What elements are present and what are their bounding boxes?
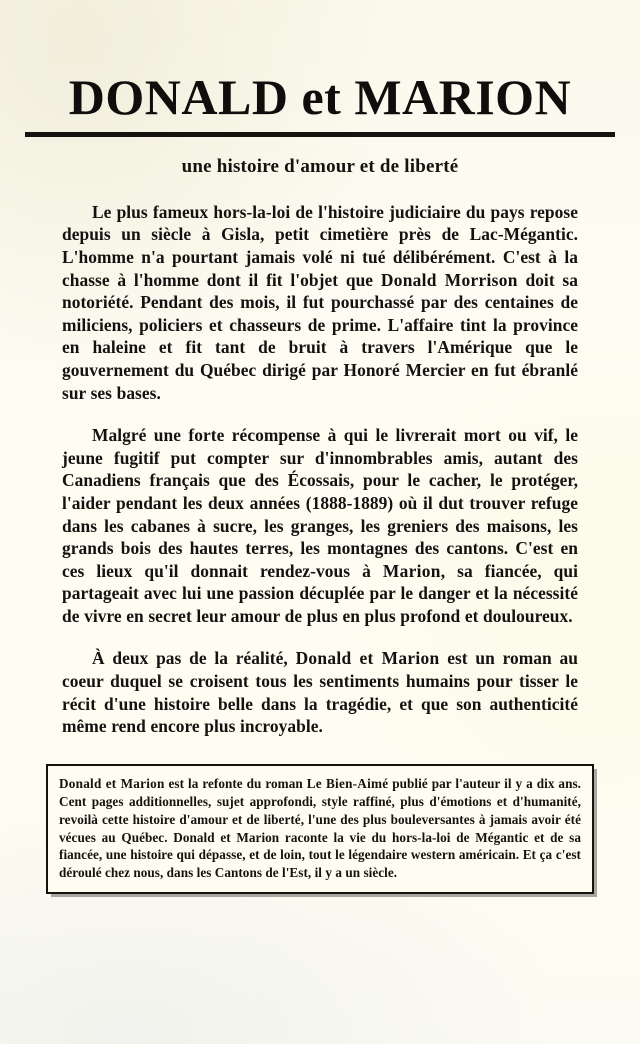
emphasised-text: Le Bien-Aimé <box>306 775 389 791</box>
title-underline-rule <box>25 132 615 137</box>
blurb-box <box>46 764 594 894</box>
emphasised-text: Marion <box>382 560 441 581</box>
body-copy <box>62 201 578 738</box>
paragraph-1: Le plus fameux hors-la-loi de l'histoire judiciaire du pays repose depuis un siècle à Gisla, petit cimetière près de Lac-Mégantic. L'homme n'a pourtant jamais volé ni tué délibérément. C'est à la chasse à l'homme dont il fit l'objet que Donald Morrison doit sa notoriété. Pendant des mois, il fut pourchassé par des centaines de miliciens, policiers et chasseurs de prime. L'affaire tint la province en haleine et fit tant de bruit à travers l'Amérique que le gouvernement du Québec dirigé par Honoré Mercier en fut ébranlé sur ses bases. <box>62 201 578 403</box>
emphasised-text: Donald et Marion <box>59 775 165 791</box>
emphasised-text: Donald et Marion <box>295 648 440 669</box>
title-block <box>0 0 640 179</box>
page-subtitle: une histoire d'amour et de liberté <box>181 156 459 177</box>
blurb-text: Donald et Marion est la refonte du roman Le Bien-Aimé publié par l'auteur il y a dix ans. Cent pages additionnelles, sujet approfondi, style raffiné, plus d'émotions et d'humanité, revoilà cette histoire d'amour et de liberté, l'une des plus bouleversantes à jamais avoir été vécues au Québec. Donald et Marion raconte la vie du hors-la-loi de Mégantic et de sa fiancée, une histoire qui dépasse, et de loin, tout le légendaire western américain. Et ça c'est déroulé chez nous, dans les Cantons de l'Est, il y a un siècle. <box>59 775 581 881</box>
paragraph-2: Malgré une forte récompense à qui le livrerait mort ou vif, le jeune fugitif put compter sur d'innombrables amis, autant des Canadiens français que des Écossais, pour le cacher, le protéger, l'aider pendant les deux années (1888-1889) où il dut trouver refuge dans les cabanes à sucre, les granges, les greniers des maisons, les grands bois des hautes terres, les montagnes des cantons. C'est en ces lieux qu'il donnait rendez-vous à Marion, sa fiancée, qui partageait avec lui une passion décuplée par le danger et la nécessité de vivre en secret leur amour de plus en plus profond et douloureux. <box>62 425 578 626</box>
blurb-box-wrapper <box>46 764 594 894</box>
paragraph-3: À deux pas de la réalité, Donald et Marion est un roman au coeur duquel se croisent tous les sentiments humains pour tisser le récit d'une histoire belle dans la tragédie, et que son authenticité même rend encore plus incroyable. <box>62 648 579 737</box>
emphasised-text: Donald Morrison <box>380 269 518 290</box>
page-title: DONALD et MARION <box>68 69 572 125</box>
